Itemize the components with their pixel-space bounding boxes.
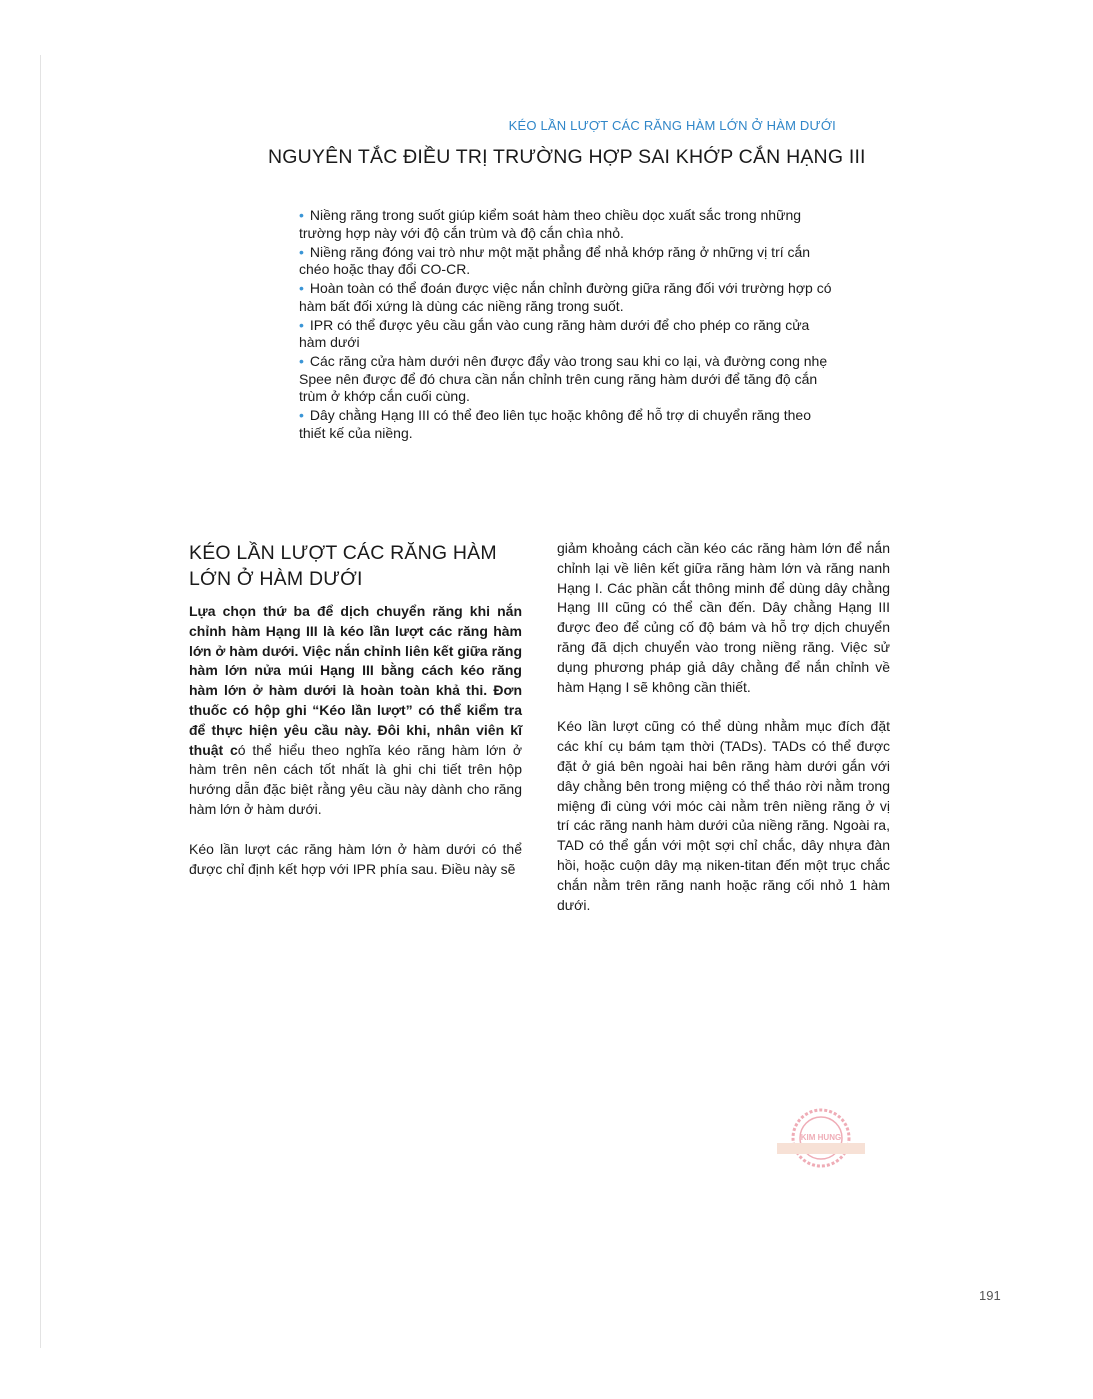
list-item: • Niềng răng trong suốt giúp kiểm soát hàm theo chiều dọc xuất sắc trong những trường hợp này với độ cắn trùm và độ cắn chìa nhỏ. [299,207,802,241]
bullet-icon: • [299,207,304,223]
section-title: KÉO LẦN LƯỢT CÁC RĂNG HÀM LỚN Ở HÀM DƯỚI [189,542,497,590]
right-column [557,539,890,915]
bullet-icon: • [299,280,304,296]
bullet-icon: • [299,353,304,369]
watermark-stamp-icon [775,1104,867,1172]
paragraph: giảm khoảng cách cần kéo các răng hàm lớn để nắn chỉnh lại về liên kết giữa răng hàm lớn và răng nanh Hạng I. Các phần cắt thông minh để dùng dây chằng Hạng III cũng có thể cần đến. Dây chằng Hạng III được đeo để củng cố độ bám và hỗ trợ dịch chuyển răng đã dịch chuyển vào trong niềng răng. Việc sử dụng phương pháp giả dây chằng để nắn chỉnh về hàm Hạng I sẽ không cần thiết. [557,540,890,695]
page-number: 191 [979,1288,1001,1303]
page-edge-line [40,55,41,1348]
left-column [189,540,522,879]
paragraph-intro: Lựa chọn thứ ba để dịch chuyển răng khi nắn chỉnh hàm Hạng III là kéo lần lượt các răng hàm lớn ở hàm dưới. Việc nắn chỉnh liên kết giữa răng hàm lớn nửa múi Hạng III bằng cách kéo răng hàm lớn ở hàm dưới là hoàn toàn khả thi. Đơn thuốc có hộp ghi “Kéo lần lượt” có thể kiểm tra để thực hiện yêu cầu này. Đôi khi, nhân viên kĩ thuật có thể hiểu theo nghĩa kéo răng hàm lớn ở hàm trên nên cách tốt nhất là ghi chi tiết trên hộp hướng dẫn đặc biệt rằng yêu cầu này dành cho răng hàm lớn ở hàm dưới. [189,603,523,817]
list-item: • IPR có thể được yêu cầu gắn vào cung răng hàm dưới để cho phép co răng cửa hàm dưới [299,316,810,350]
stamp-text: KIM HUNG [800,1133,842,1142]
bullet-icon: • [299,316,304,333]
running-header: KÉO LẦN LƯỢT CÁC RĂNG HÀM LỚN Ở HÀM DƯỚI [508,118,836,133]
bullet-icon: • [299,407,304,423]
principles-list [299,207,834,444]
paragraph: Kéo lần lượt cũng có thể dùng nhằm mục đích đặt các khí cụ bám tạm thời (TADs). TADs có thể được đặt ở giá bên ngoài hai bên răng hàm dưới gắn với dây chằng bên trong miệng có thể tháo rời nằm trong miệng đi cùng với móc cài nằm trên niềng răng ở vị trí các răng nanh hàm dưới của niềng răng. Ngoài ra, TAD có thể gắn với một sợi chỉ chắc, dây nhựa đàn hồi, hoặc cuộn dây mạ niken-titan đến một trục chắc chắn nằm trên răng nanh hoặc răng cối nhỏ 1 hàm dưới. [557,718,890,913]
lead-text: Lựa chọn thứ ba để dịch chuyển răng khi nắn chỉnh hàm Hạng III là kéo lần lượt các răng hàm lớn ở hàm dưới. Việc nắn chỉnh liên kết giữa răng hàm lớn nửa múi Hạng III bằng cách kéo răng hàm lớn ở hàm dưới là hoàn toàn khả thi. Đơn thuốc có hộp ghi “Kéo lần lượt” có thể kiểm tra để thực hiện yêu cầu này. Đôi khi, nhân viên kĩ thuật c [189,603,522,758]
bullet-icon: • [299,243,304,260]
list-item: • Dây chằng Hạng III có thể đeo liên tục hoặc không để hỗ trợ di chuyển răng theo thiết kế của niềng. [299,407,811,441]
list-item: • Các răng cửa hàm dưới nên được đẩy vào trong sau khi co lại, và đường cong nhẹ Spee nên được để đó chưa cần nắn chỉnh trên cung răng hàm dưới để tăng độ cắn trùm ở khớp cắn cuối cùng. [299,353,828,404]
list-item: • Niềng răng đóng vai trò như một mặt phẳng để nhả khớp răng ở những vị trí cắn chéo hoặc thay đổi CO-CR. [299,243,811,277]
paragraph: Kéo lần lượt các răng hàm lớn ở hàm dưới có thể được chỉ định kết hợp với IPR phía sau. Điều này sẽ [189,840,522,877]
list-item: • Hoàn toàn có thể đoán được việc nắn chỉnh đường giữa răng đối với trường hợp có hàm bất đối xứng là dùng các niềng răng trong suốt. [299,280,832,314]
box-title: NGUYÊN TẮC ĐIỀU TRỊ TRƯỜNG HỢP SAI KHỚP CẮN HẠNG III [268,146,866,168]
